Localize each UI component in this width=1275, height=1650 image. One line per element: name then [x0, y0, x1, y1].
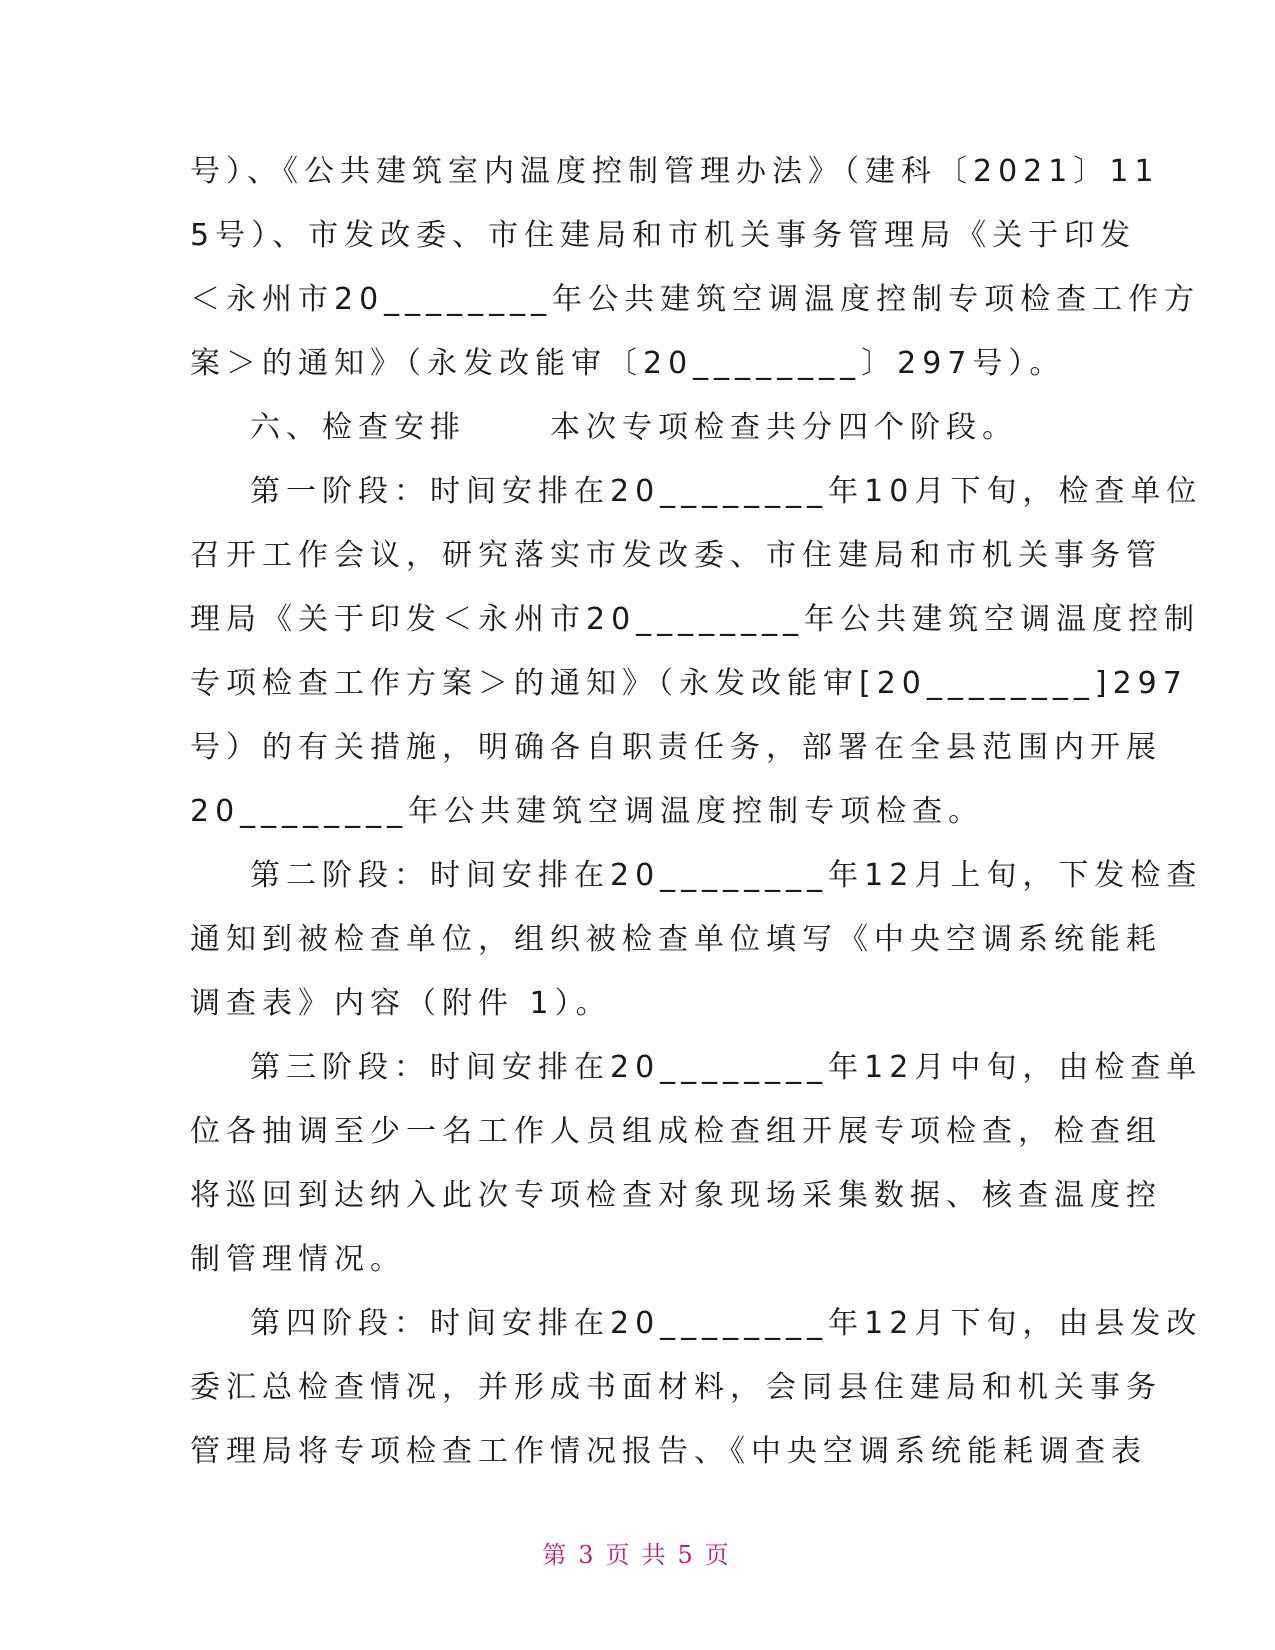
paragraph-line: ＜永州市20________年公共建筑空调温度控制专项检查工作方 — [190, 282, 1201, 317]
section-six-line — [190, 396, 1080, 460]
paragraph-line: 将巡回到达纳入此次专项检查对象现场采集数据、核查温度控 — [190, 1178, 1162, 1213]
paragraph-line: 第一阶段：时间安排在20________年10月下旬，检查单位 — [250, 474, 1203, 509]
paragraph-line: 位各抽调至少一名工作人员组成检查组开展专项检查，检查组 — [190, 1114, 1162, 1149]
paragraph-line: 管理局将专项检查工作情况报告、《中央空调系统能耗调查表 — [190, 1434, 1147, 1469]
paragraph-line: 制管理情况。 — [190, 1242, 406, 1277]
body-text — [190, 140, 1203, 1484]
paragraph-line: 专项检查工作方案＞的通知》（永发改能审[20________]297 — [190, 666, 1188, 701]
paragraph-line: 第二阶段：时间安排在20________年12月上旬，下发检查 — [250, 858, 1203, 893]
footer-prefix: 第 — [542, 1541, 571, 1569]
section-heading: 六、检查安排 — [250, 410, 466, 445]
footer-total-word: 共 — [641, 1541, 670, 1569]
paragraph-line: 委汇总检查情况，并形成书面材料，会同县住建局和机关事务 — [190, 1370, 1162, 1405]
footer-suffix: 页 — [704, 1541, 733, 1569]
paragraph-line: 第四阶段：时间安排在20________年12月下旬，由县发改 — [250, 1306, 1203, 1341]
paragraph-line: 通知到被检查单位，组织被检查单位填写《中央空调系统能耗 — [190, 922, 1162, 957]
paragraph-line: 20________年公共建筑空调温度控制专项检查。 — [190, 794, 985, 829]
paragraph-line: 号）、《公共建筑室内温度控制管理办法》（建科〔2021〕11 — [190, 154, 1160, 189]
footer-page-word: 页 — [605, 1541, 634, 1569]
section-intro: 本次专项检查共分四个阶段。 — [550, 410, 1018, 445]
paragraph-line: 号）的有关措施，明确各自职责任务，部署在全县范围内开展 — [190, 730, 1162, 765]
paragraph-line: 5号）、市发改委、市住建局和市机关事务管理局《关于印发 — [190, 218, 1137, 253]
paragraph-line: 案＞的通知》（永发改能审〔20________〕297号）。 — [190, 346, 1066, 381]
page-number-footer — [0, 1535, 1275, 1570]
current-page-number: 3 — [578, 1541, 598, 1569]
paragraph-line: 召开工作会议，研究落实市发改委、市住建局和市机关事务管 — [190, 538, 1162, 573]
paragraph-line: 理局《关于印发＜永州市20________年公共建筑空调温度控制 — [190, 602, 1201, 637]
paragraph-line: 调查表》内容（附件 1）。 — [190, 986, 612, 1021]
paragraph-line: 第三阶段：时间安排在20________年12月中旬，由检查单 — [250, 1050, 1203, 1085]
total-page-number: 5 — [677, 1541, 697, 1569]
